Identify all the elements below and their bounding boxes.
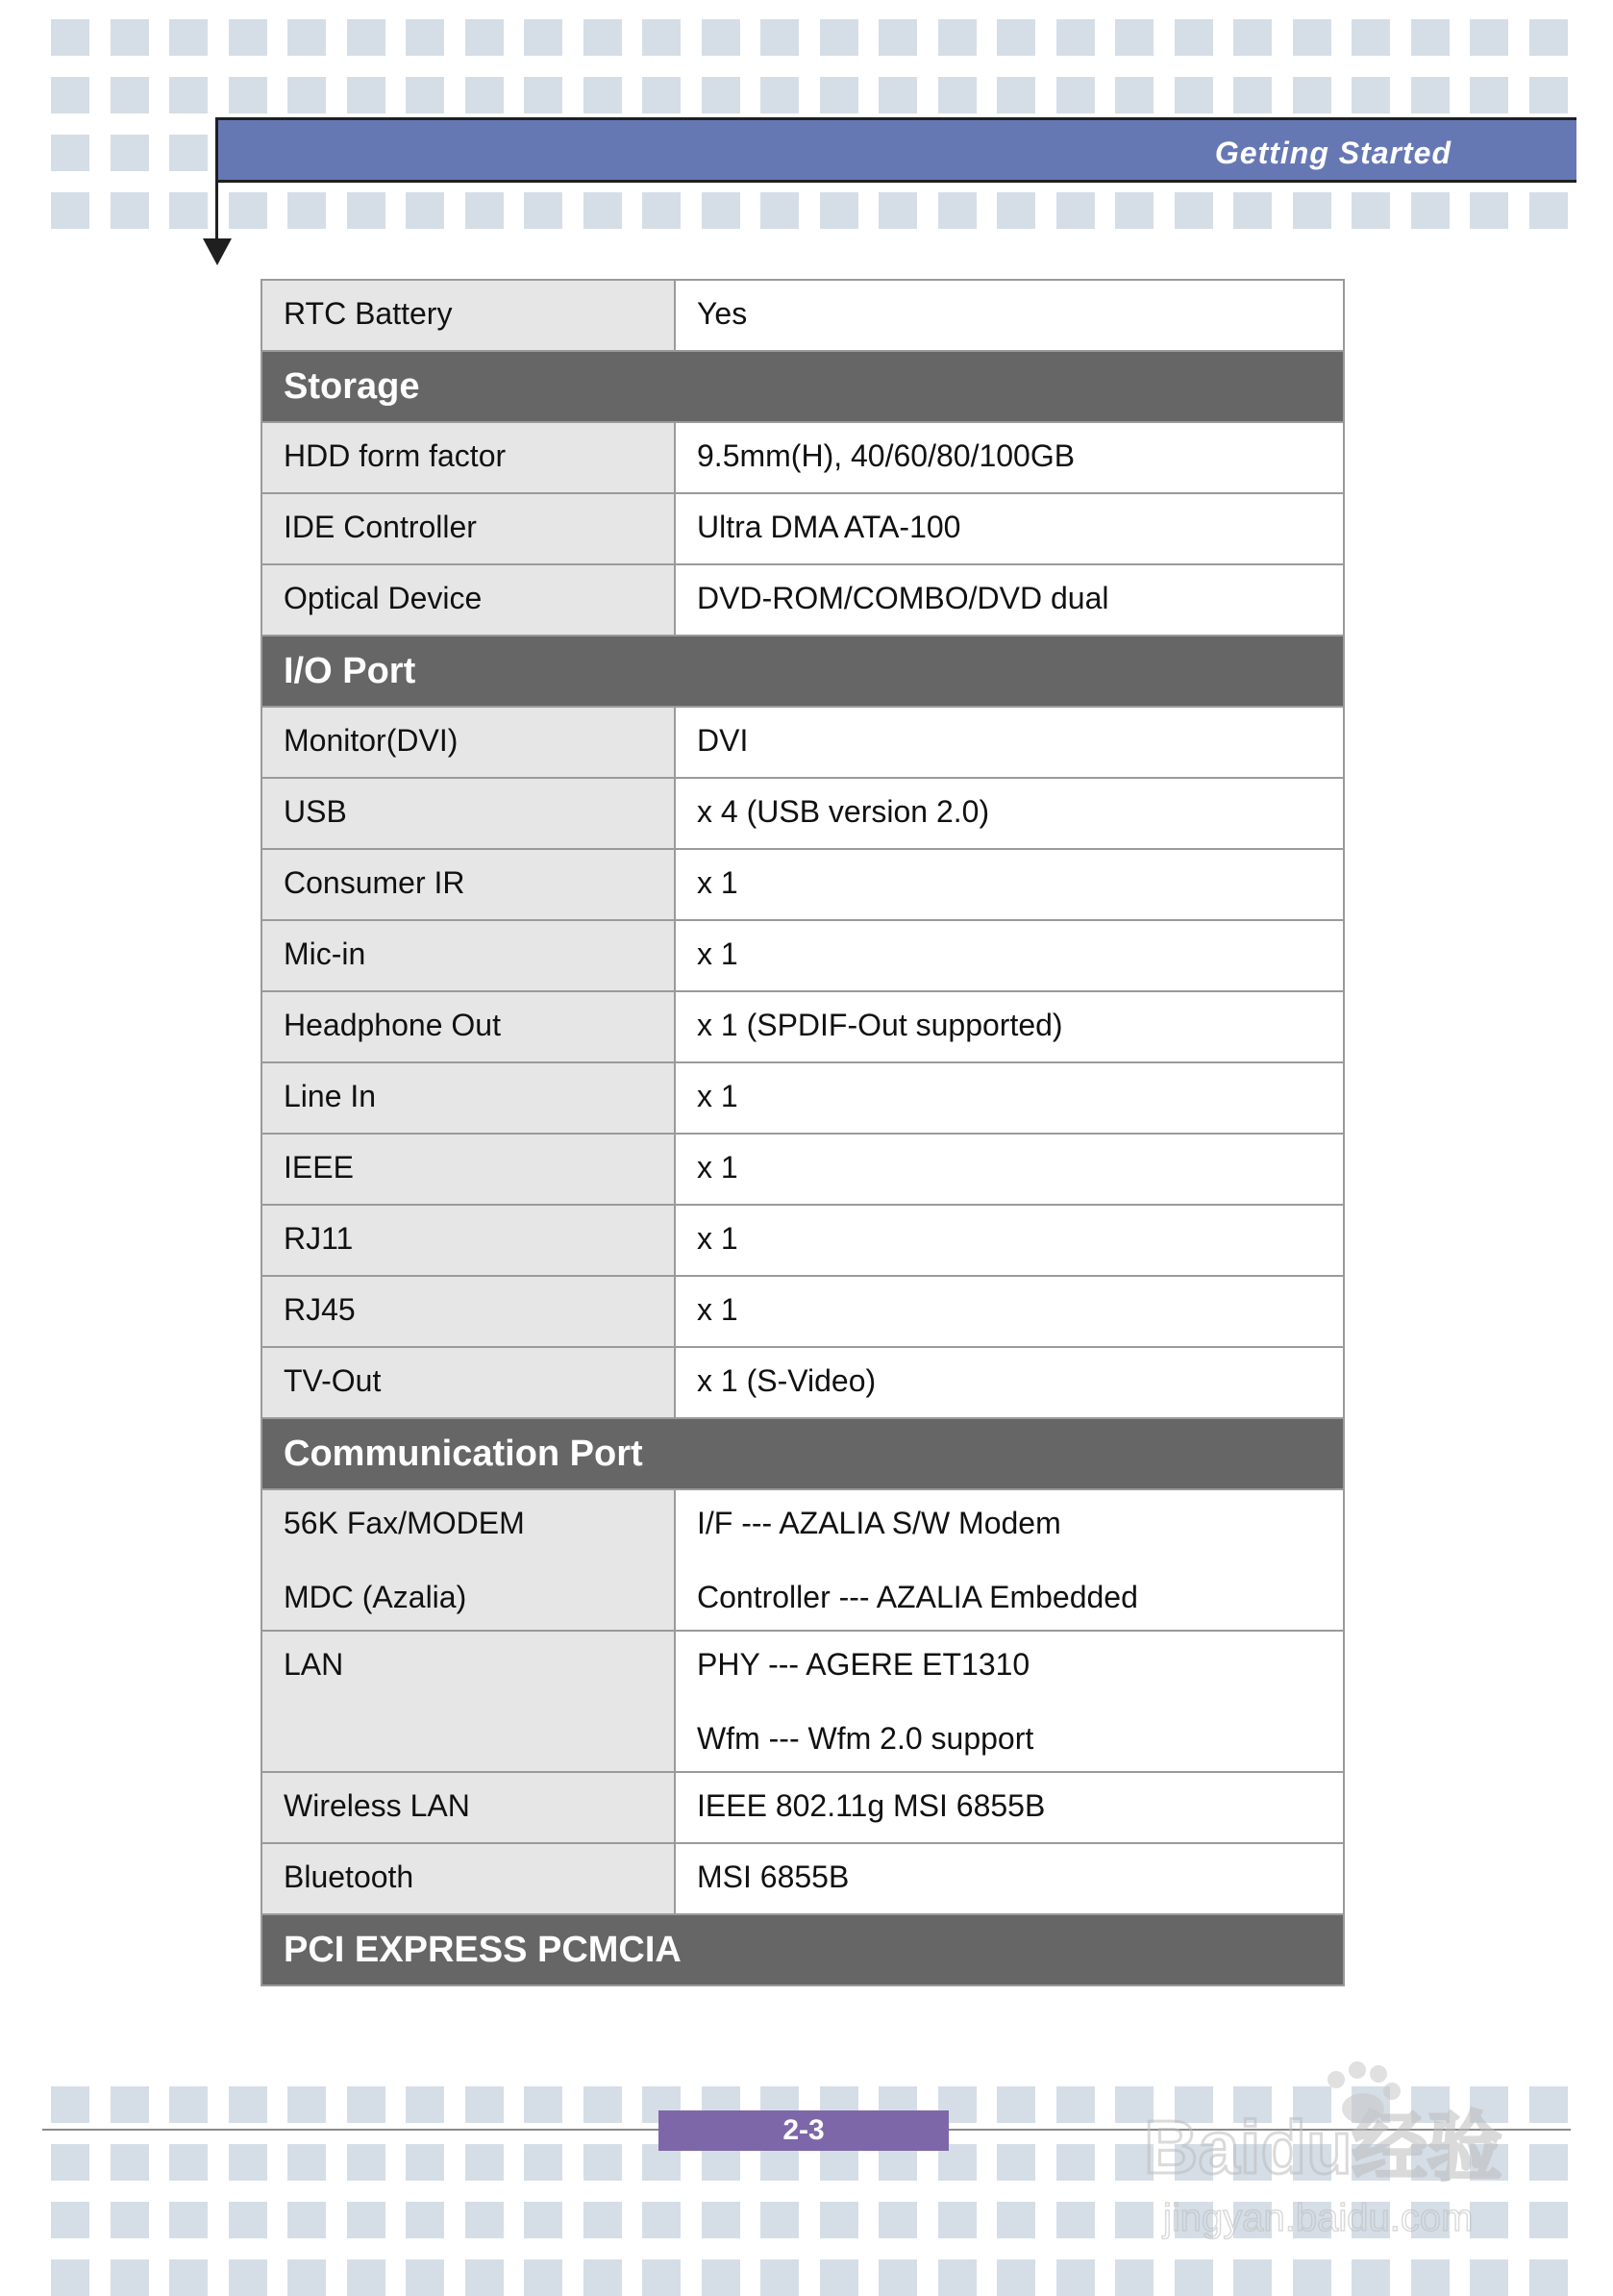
decorative-square	[760, 77, 799, 113]
spec-value: DVD-ROM/COMBO/DVD dual	[675, 564, 1344, 636]
decorative-square	[287, 77, 326, 113]
table-row	[261, 1843, 1344, 1914]
decorative-square	[879, 77, 917, 113]
decorative-square	[879, 192, 917, 229]
header-bar	[217, 117, 1576, 183]
spec-label: Line In	[261, 1062, 675, 1134]
baidu-watermark-logo	[1144, 2053, 1548, 2245]
table-row	[261, 493, 1344, 564]
decorative-square	[1293, 77, 1331, 113]
section-header-row	[261, 1914, 1344, 1985]
spec-label: Bluetooth	[261, 1843, 675, 1914]
decorative-square	[760, 2259, 799, 2296]
decorative-square	[465, 19, 504, 56]
decorative-square	[169, 2144, 208, 2181]
spec-value: MSI 6855B	[675, 1843, 1344, 1914]
decorative-square	[1411, 2259, 1450, 2296]
spec-value: x 1	[675, 849, 1344, 920]
spec-value	[675, 1489, 1344, 1631]
decorative-square	[229, 2202, 267, 2238]
decorative-square	[51, 2144, 89, 2181]
spec-value: x 1	[675, 1205, 1344, 1276]
decorative-square	[820, 2202, 858, 2238]
decorative-square	[1056, 2259, 1095, 2296]
decorative-square	[997, 2202, 1035, 2238]
decorative-square	[583, 19, 622, 56]
section-header: Communication Port	[261, 1418, 1344, 1489]
spec-value: Yes	[675, 280, 1344, 351]
watermark-brand: Baidu经验	[1144, 2105, 1502, 2189]
table-row	[261, 1134, 1344, 1205]
decorative-square	[406, 2144, 444, 2181]
decorative-square	[820, 2259, 858, 2296]
decorative-square	[111, 2259, 149, 2296]
spec-value	[675, 1631, 1344, 1772]
spec-label: IEEE	[261, 1134, 675, 1205]
decorative-square	[287, 2259, 326, 2296]
section-header: I/O Port	[261, 636, 1344, 707]
table-row	[261, 1062, 1344, 1134]
section-header: Storage	[261, 351, 1344, 422]
page-number: 2-3	[658, 2110, 949, 2151]
decorative-square	[524, 19, 562, 56]
spec-value: x 1 (SPDIF-Out supported)	[675, 991, 1344, 1062]
decorative-square	[465, 77, 504, 113]
decorative-square	[465, 2144, 504, 2181]
decorative-square	[1056, 192, 1095, 229]
spec-label: IDE Controller	[261, 493, 675, 564]
decorative-square	[111, 2202, 149, 2238]
decorative-square	[1175, 2259, 1213, 2296]
spec-value-line: PHY --- AGERE ET1310	[697, 1647, 1030, 1682]
table-row	[261, 280, 1344, 351]
decorative-square	[642, 2259, 681, 2296]
spec-label	[261, 1631, 675, 1772]
decorative-square	[1352, 192, 1390, 229]
decorative-square	[169, 77, 208, 113]
table-row	[261, 1489, 1344, 1631]
section-header: PCI EXPRESS PCMCIA	[261, 1914, 1344, 1985]
decorative-square	[287, 19, 326, 56]
spec-label: RJ45	[261, 1276, 675, 1347]
decorative-square	[1115, 19, 1154, 56]
decorative-square	[347, 2086, 385, 2123]
decorative-square	[879, 19, 917, 56]
spec-value: x 4 (USB version 2.0)	[675, 778, 1344, 849]
decorative-square	[287, 2144, 326, 2181]
header-stem	[215, 117, 218, 244]
decorative-square	[997, 77, 1035, 113]
decorative-square	[642, 2202, 681, 2238]
decorative-square	[51, 2259, 89, 2296]
decorative-square	[229, 2086, 267, 2123]
decorative-square	[111, 135, 149, 171]
decorative-square	[583, 2259, 622, 2296]
decorative-square	[1470, 19, 1508, 56]
decorative-square	[702, 77, 740, 113]
decorative-square	[1352, 77, 1390, 113]
decorative-square	[1293, 192, 1331, 229]
decorative-square	[406, 2086, 444, 2123]
decorative-square	[111, 2086, 149, 2123]
decorative-square	[760, 19, 799, 56]
section-header-row	[261, 351, 1344, 422]
decorative-square	[760, 192, 799, 229]
spec-value: IEEE 802.11g MSI 6855B	[675, 1772, 1344, 1843]
decorative-square	[169, 2202, 208, 2238]
decorative-square	[524, 2259, 562, 2296]
decorative-square	[879, 2259, 917, 2296]
spec-value-line: Wfm --- Wfm 2.0 support	[697, 1721, 1034, 1756]
decorative-square	[1470, 192, 1508, 229]
decorative-square	[524, 2086, 562, 2123]
decorative-square	[229, 19, 267, 56]
decorative-square	[997, 2259, 1035, 2296]
decorative-square	[51, 135, 89, 171]
decorative-square	[1056, 2202, 1095, 2238]
decorative-square	[583, 2086, 622, 2123]
down-arrow-icon	[203, 238, 232, 265]
table-row	[261, 707, 1344, 778]
decorative-square	[347, 2259, 385, 2296]
spec-label-line: MDC (Azalia)	[284, 1580, 467, 1614]
decorative-square	[642, 192, 681, 229]
decorative-square	[1175, 19, 1213, 56]
decorative-square	[406, 2202, 444, 2238]
section-header-row	[261, 1418, 1344, 1489]
decorative-square	[1233, 192, 1272, 229]
decorative-square	[169, 192, 208, 229]
decorative-square	[1056, 19, 1095, 56]
decorative-square	[702, 19, 740, 56]
decorative-square	[1529, 2259, 1568, 2296]
decorative-square	[642, 19, 681, 56]
decorative-square	[406, 192, 444, 229]
spec-label: Wireless LAN	[261, 1772, 675, 1843]
decorative-square	[229, 77, 267, 113]
decorative-square	[997, 192, 1035, 229]
decorative-square	[820, 77, 858, 113]
decorative-square	[347, 192, 385, 229]
decorative-square	[1470, 77, 1508, 113]
decorative-square	[1529, 19, 1568, 56]
decorative-square	[938, 192, 977, 229]
table-row	[261, 778, 1344, 849]
table-row	[261, 1631, 1344, 1772]
spec-label: TV-Out	[261, 1347, 675, 1418]
decorative-square	[997, 2086, 1035, 2123]
decorative-square	[1175, 77, 1213, 113]
decorative-square	[1352, 2259, 1390, 2296]
decorative-square	[1056, 77, 1095, 113]
decorative-square	[1115, 2259, 1154, 2296]
spec-value-line: Controller --- AZALIA Embedded	[697, 1580, 1138, 1614]
spec-label: Mic-in	[261, 920, 675, 991]
decorative-square	[1233, 19, 1272, 56]
decorative-square	[51, 2202, 89, 2238]
decorative-square	[583, 2144, 622, 2181]
spec-label-line: 56K Fax/MODEM	[284, 1506, 525, 1540]
spec-label: Optical Device	[261, 564, 675, 636]
decorative-square	[287, 192, 326, 229]
decorative-square	[938, 2259, 977, 2296]
decorative-square	[406, 19, 444, 56]
decorative-square	[997, 2144, 1035, 2181]
decorative-square	[997, 19, 1035, 56]
spec-value: x 1	[675, 1276, 1344, 1347]
decorative-square	[524, 192, 562, 229]
decorative-square	[583, 192, 622, 229]
decorative-square	[1115, 77, 1154, 113]
decorative-square	[347, 77, 385, 113]
spec-table	[261, 279, 1345, 1986]
decorative-square	[1470, 2259, 1508, 2296]
decorative-square	[51, 77, 89, 113]
decorative-square	[1056, 2086, 1095, 2123]
decorative-square	[820, 19, 858, 56]
spec-label: RTC Battery	[261, 280, 675, 351]
decorative-square	[524, 2202, 562, 2238]
decorative-square	[465, 2202, 504, 2238]
table-row	[261, 564, 1344, 636]
decorative-square	[583, 2202, 622, 2238]
spec-value: x 1 (S-Video)	[675, 1347, 1344, 1418]
spec-label: USB	[261, 778, 675, 849]
decorative-square	[465, 192, 504, 229]
table-row	[261, 1276, 1344, 1347]
decorative-square	[524, 2144, 562, 2181]
decorative-square	[1175, 192, 1213, 229]
decorative-square	[229, 2259, 267, 2296]
decorative-square	[287, 2202, 326, 2238]
spec-label: RJ11	[261, 1205, 675, 1276]
decorative-square	[406, 77, 444, 113]
spec-value: Ultra DMA ATA-100	[675, 493, 1344, 564]
decorative-square	[1352, 19, 1390, 56]
decorative-square	[51, 2086, 89, 2123]
decorative-square	[1411, 192, 1450, 229]
table-row	[261, 849, 1344, 920]
decorative-square	[1293, 19, 1331, 56]
spec-value: DVI	[675, 707, 1344, 778]
table-row	[261, 1347, 1344, 1418]
decorative-square	[879, 2202, 917, 2238]
decorative-square	[169, 19, 208, 56]
spec-label: HDD form factor	[261, 422, 675, 493]
spec-value-line: I/F --- AZALIA S/W Modem	[697, 1506, 1061, 1540]
decorative-square	[169, 2259, 208, 2296]
decorative-square	[51, 19, 89, 56]
watermark-url: jingyan.baidu.com	[1163, 2197, 1474, 2239]
decorative-square	[111, 2144, 149, 2181]
table-row	[261, 991, 1344, 1062]
decorative-square	[169, 135, 208, 171]
decorative-square	[51, 192, 89, 229]
decorative-square	[1293, 2259, 1331, 2296]
decorative-square	[1411, 77, 1450, 113]
spec-value: x 1	[675, 1134, 1344, 1205]
decorative-square	[583, 77, 622, 113]
spec-label	[261, 1489, 675, 1631]
spec-label: Consumer IR	[261, 849, 675, 920]
decorative-square	[229, 192, 267, 229]
decorative-square	[1056, 2144, 1095, 2181]
table-row	[261, 1205, 1344, 1276]
decorative-square	[229, 2144, 267, 2181]
spec-value: x 1	[675, 920, 1344, 991]
decorative-square	[642, 77, 681, 113]
decorative-square	[111, 77, 149, 113]
section-header-row	[261, 636, 1344, 707]
table-row	[261, 920, 1344, 991]
decorative-square	[1529, 77, 1568, 113]
decorative-square	[465, 2259, 504, 2296]
decorative-square	[169, 2086, 208, 2123]
decorative-square	[347, 19, 385, 56]
decorative-square	[287, 2086, 326, 2123]
spec-value: 9.5mm(H), 40/60/80/100GB	[675, 422, 1344, 493]
spec-label-line: LAN	[284, 1647, 344, 1682]
decorative-square	[702, 2202, 740, 2238]
decorative-square	[938, 77, 977, 113]
decorative-square	[524, 77, 562, 113]
decorative-square	[347, 2202, 385, 2238]
decorative-square	[1529, 192, 1568, 229]
decorative-square	[938, 19, 977, 56]
decorative-square	[702, 192, 740, 229]
spec-value: x 1	[675, 1062, 1344, 1134]
decorative-square	[1233, 2259, 1272, 2296]
spec-label: Headphone Out	[261, 991, 675, 1062]
decorative-square	[1115, 192, 1154, 229]
decorative-square	[820, 192, 858, 229]
section-title: Getting Started	[1214, 136, 1452, 170]
decorative-square	[347, 2144, 385, 2181]
decorative-square	[406, 2259, 444, 2296]
decorative-square	[760, 2202, 799, 2238]
decorative-square	[1411, 19, 1450, 56]
decorative-square	[1233, 77, 1272, 113]
decorative-square	[111, 192, 149, 229]
decorative-square	[465, 2086, 504, 2123]
spec-label: Monitor(DVI)	[261, 707, 675, 778]
table-row	[261, 422, 1344, 493]
table-row	[261, 1772, 1344, 1843]
decorative-square	[111, 19, 149, 56]
decorative-square	[702, 2259, 740, 2296]
decorative-square	[938, 2202, 977, 2238]
